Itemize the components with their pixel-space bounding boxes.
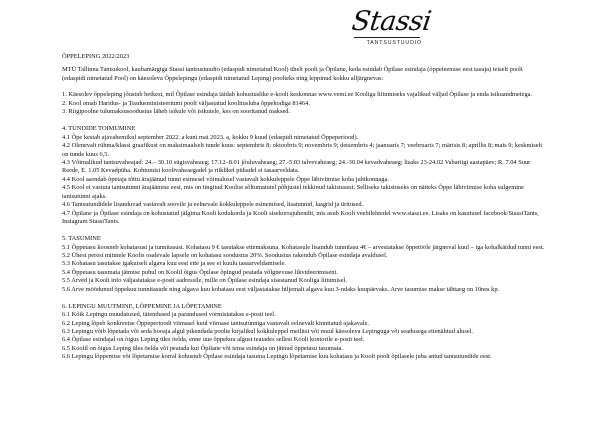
- clause: 3. Riigipoolne tulumaksusoodustus läheb isikule või isikutele, kes on sooritanud maksed.: [62, 108, 291, 116]
- contract-body: [62, 53, 546, 370]
- clause: 4.1 Õpe kestab ajavahemikul september 2022. a kuni mai 2023. a, kokku 9 kuud (edaspidi nimetatud Õppeperiood).: [62, 133, 359, 141]
- clause: 1. Käesolev õppeleping jõustub hetkest, mil Õpilase esindaja täidab kohustuslike e-kooli keskonnas www.vemi.ee Kooliga liitumiseks vajalikud väljad Õpilase ja enda isikuandmetega.: [62, 91, 533, 99]
- clause: 4.7 Õpilane ja Õpilase esindaja on kohustatud jälgima Kooli kodukorda ja Kooli sisekorrajuhendit, mis asub Kooli veebilehtedel www.stassi.ee. Lisaks on kasutusel facebook/StassiTants, Instagram StassiTants.: [62, 209, 539, 226]
- general-clauses: [62, 91, 546, 116]
- clause: 5.2 Ühest perest mitmele Koolis osalevale lapsele on kohatasu soodustus 20%. Soodustus rakendub Õpilase esindaja avaldusel.: [62, 251, 388, 259]
- clause: 6.1 Kõik Lepingu muudatused, täiendused ja parandused vormistatakse e-posti teel.: [62, 311, 276, 319]
- section-heading: 4. TUNDIDE TOIMUMINE: [62, 125, 136, 133]
- section-heading: 5. TASUMINE: [62, 235, 101, 243]
- logo-subtitle: TANTSUSTUUDIO: [366, 40, 422, 46]
- intro-paragraph: MTÜ Tallinna Tantsukool, kaubamärgiga Stassi tantsustuudio (edaspidi nimetatud Kool) ühelt poolt ja Õpilane, keda esindab Õpilase esindaja (õppeteenuse eest tasuja) teiselt poolt (edaspidi nimetatud Pool) on käesoleva Õppelepingu (edaspidi nimetatud Leping) poolteks ning leppinud kokku alljärgnevas:: [62, 66, 523, 82]
- stassi-logo: [348, 6, 434, 50]
- logo-swoosh: [354, 37, 420, 38]
- clause: 6.3 Lepingu võib lõpetada või seda hooaja algul pikendada poolte kirjalikul kokkuleppel meilitsi või muul käesoleva Lepinguga või seadusega ettenähtud alusel.: [62, 328, 474, 336]
- section-payment: [62, 235, 546, 294]
- section-lessons: [62, 125, 546, 226]
- clause: 5.6 Arve möödunud õppekuu tunnitasude ning algava kuu kohatasu eest väljastatakse hiljemalt algava kuu 3-ndaks kuupäevaks. Arve tasumise makse tähtaeg on 10nes kp.: [62, 285, 500, 293]
- clause: 5.1 Õppetasu koosneb kohatasust ja tunnitasust. Kohatasu 9 € tasutakse ettemaksuna. Kohatasule lisandub tunnitasu 4€ – arvestatakse õppetööle järgneval kuul – iga kohalkäidud tunni eest.: [62, 243, 545, 251]
- clause: 4.6 Tantsutundidele lisanduvad vastavalt soovile ja eelnevale kokkuleppele esinemised, lisatunnid, laagrid ja üritused.: [62, 201, 364, 209]
- clause: 5.4 Õppetasu tasumata jätmise puhul on Koolil õigus Õpilase õpingud peatada võlgnevuse likvideerimiseni.: [62, 268, 338, 276]
- clause: 2. Kool omab Haridus- ja Teadusministeeriumi poolt väljastatud koolitusluba õppekodiga 81464.: [62, 99, 310, 107]
- section-heading: 6. LEPINGU MUUTMINE, LÕPPEMINE JA LÕPETAMINE: [62, 302, 222, 310]
- intro-block: [62, 66, 546, 83]
- document-title: ÕPPELEPING 2022/2023: [62, 53, 130, 60]
- logo-script-text: Stassi: [349, 6, 434, 37]
- clause: 4.4 Kool asendab õpetaja tõttu ärajäänud tunni esimesel võimalusel vastavalt kokkuleppele Õppe läbiviimise koha juhtkonnaga.: [62, 175, 389, 183]
- clause: 5.5 Arved ja Kooli info väljastatakse e-posti aadressile, mille on Õpilase esindaja sisestanud Kooliga liitumisel.: [62, 277, 347, 285]
- clause: 6.5 Koolil on õigus Leping üles öelda või peatada kui Õpilane või tema esindaja on jätnud õppetasu tasumata.: [62, 344, 343, 352]
- clause: 6.4 Õpilase esindajal on õigus Leping üles öelda, enne uue õppekuu algust teatades sellest Kooli kontorile e-posti teel.: [62, 336, 365, 344]
- clause: 6.6 Lepingu lõppemise või lõpetamise korral kohustub Õpilase esindaja tasuma Lepingu lõpetamise kuu kohatasu ja Kooli poolt õpilasele juba antud tantsutundide eest.: [62, 353, 492, 361]
- clause: 4.3 Võimalikud tantsuvaheajad: 24.– 30.10 sügisvaheaeg; 17.12–8.01 jõuluvaheaeg; 27.-5.03 talvevaheaeg; 24.-30.04 kevadvaheaeg; lisaks 23-24.02 Vabariigi aastapäev; R. 7.04 Suur Reede, E. 1.05 Kevadpüha. Kohtumisi koolivaheaegadel ja riiklikel pühadel ei tasaarveldata.: [62, 159, 531, 175]
- clause: 4.2 Olenevalt rühma/klassi graafikust on maksimaalselt tunde kuus: septembris 8; oktoobris 9; novembris 9; detsembris 4; jaanuaris 7; veebruaris 7; märtsis 8; aprillis 8; mais 9; keskmiselt on tunde kuus 6,5.: [62, 142, 543, 158]
- clause: 5.3 Kohatasu tasutakse igakuiselt algava kuu eest ette ja see ei kuulu tasaarveldamisele.: [62, 260, 286, 268]
- clause: 4.5 Kool ei vastuta tantsutunni ärajäämise eest, mis on tingitud Koolist sõltumatutel põhjustel tekkinud takistusest. Selliseks takistuseks on näiteks Õppe läbiviimise koha sulgemine tantsutunni ajaks.: [62, 184, 525, 200]
- section-termination: [62, 303, 546, 362]
- clause: 6.2 Leping lõpeb konkreetse Õppeperioodi viimasel kuul viimase tantsutunniga vastavalt eelnevalt kinnitatud ajakavale.: [62, 319, 370, 327]
